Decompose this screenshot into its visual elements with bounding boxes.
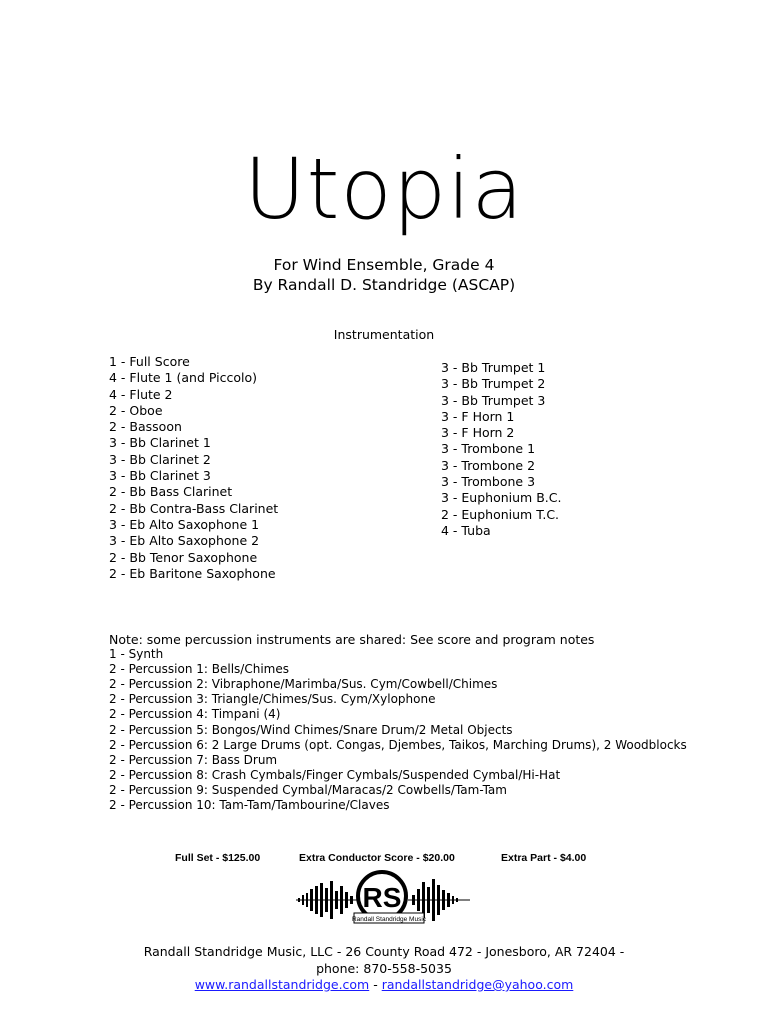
list-item: 3 - Eb Alto Saxophone 2	[109, 533, 260, 549]
list-item: 2 - Euphonium T.C.	[441, 506, 560, 522]
list-item: 2 - Bb Tenor Saxophone	[109, 549, 258, 565]
list-item: 4 - Tuba	[441, 522, 491, 538]
list-item: 3 - Euphonium B.C.	[441, 490, 562, 506]
list-item: 2 - Percussion 3: Triangle/Chimes/Sus. Cym/Xylophone	[109, 692, 436, 707]
list-item: 2 - Bassoon	[109, 419, 182, 435]
list-item: 3 - Bb Trumpet 3	[441, 392, 546, 408]
price-extra-part: Extra Part - $4.00	[501, 852, 587, 864]
list-item: 2 - Oboe	[109, 402, 163, 418]
price-conductor-score: Extra Conductor Score - $20.00	[299, 852, 455, 864]
list-item: 3 - Bb Clarinet 1	[109, 435, 211, 451]
list-item: 4 - Flute 2	[109, 386, 173, 402]
list-item: 3 - F Horn 1	[441, 408, 515, 424]
email-link[interactable]: randallstandridge@yahoo.com	[381, 977, 574, 992]
list-item: 3 - Bb Trumpet 1	[441, 360, 546, 375]
list-item: 2 - Percussion 8: Crash Cymbals/Finger Cymbals/Suspended Cymbal/Hi-Hat	[109, 767, 561, 782]
publisher-logo	[296, 869, 472, 931]
list-item: 2 - Bb Bass Clarinet	[109, 484, 233, 500]
instrument-list-right	[441, 360, 561, 539]
list-item: 3 - Eb Alto Saxophone 1	[109, 516, 260, 532]
price-full-set: Full Set - $125.00	[175, 852, 261, 864]
list-item: 2 - Percussion 9: Suspended Cymbal/Maracas/2 Cowbells/Tam-Tam	[109, 782, 507, 797]
percussion-note: Note: some percussion instruments are shared: See score and program notes	[109, 632, 595, 647]
list-item: 3 - F Horn 2	[441, 425, 515, 441]
list-item: 2 - Percussion 2: Vibraphone/Marimba/Sus. Cym/Cowbell/Chimes	[109, 677, 498, 692]
percussion-section	[109, 632, 687, 813]
footer-links	[0, 977, 768, 992]
footer-address: Randall Standridge Music, LLC - 26 County Road 472 - Jonesboro, AR 72404 -	[143, 944, 625, 959]
instrument-list-left	[109, 354, 278, 582]
percussion-list	[109, 647, 687, 813]
instrumentation-heading: Instrumentation	[333, 327, 435, 342]
list-item: 3 - Trombone 3	[441, 474, 536, 490]
list-item: 2 - Bb Contra-Bass Clarinet	[109, 500, 279, 516]
list-item: 2 - Percussion 6: 2 Large Drums (opt. Congas, Djembes, Taikos, Marching Drums), 2 Woodblocks	[109, 737, 687, 752]
footer-separator: -	[369, 977, 382, 992]
subtitle-ensemble: For Wind Ensemble, Grade 4	[273, 256, 495, 274]
logo-name: Randall Standridge Music	[351, 916, 427, 923]
logo-initials: RS	[362, 882, 402, 913]
soundwave-logo-icon	[296, 869, 472, 931]
website-link[interactable]: www.randallstandridge.com	[194, 977, 370, 992]
list-item: 3 - Trombone 1	[441, 441, 536, 457]
footer-phone: phone: 870-558-5035	[316, 961, 452, 976]
list-item: 2 - Percussion 4: Timpani (4)	[109, 707, 281, 722]
list-item: 2 - Percussion 5: Bongos/Wind Chimes/Snare Drum/2 Metal Objects	[109, 722, 513, 737]
list-item: 3 - Bb Trumpet 2	[441, 376, 546, 392]
list-item: 3 - Bb Clarinet 2	[109, 451, 211, 467]
list-item: 2 - Percussion 10: Tam-Tam/Tambourine/Claves	[109, 798, 390, 813]
list-item: 3 - Trombone 2	[441, 457, 536, 473]
list-item: 3 - Bb Clarinet 3	[109, 468, 211, 484]
list-item: 2 - Eb Baritone Saxophone	[109, 565, 276, 581]
list-item: 1 - Synth	[109, 647, 164, 662]
page-title: Utopia	[244, 140, 524, 238]
list-item: 1 - Full Score	[109, 354, 190, 369]
subtitle-composer: By Randall D. Standridge (ASCAP)	[252, 276, 516, 294]
list-item: 2 - Percussion 7: Bass Drum	[109, 752, 278, 767]
list-item: 4 - Flute 1 (and Piccolo)	[109, 370, 257, 386]
list-item: 2 - Percussion 1: Bells/Chimes	[109, 662, 289, 677]
